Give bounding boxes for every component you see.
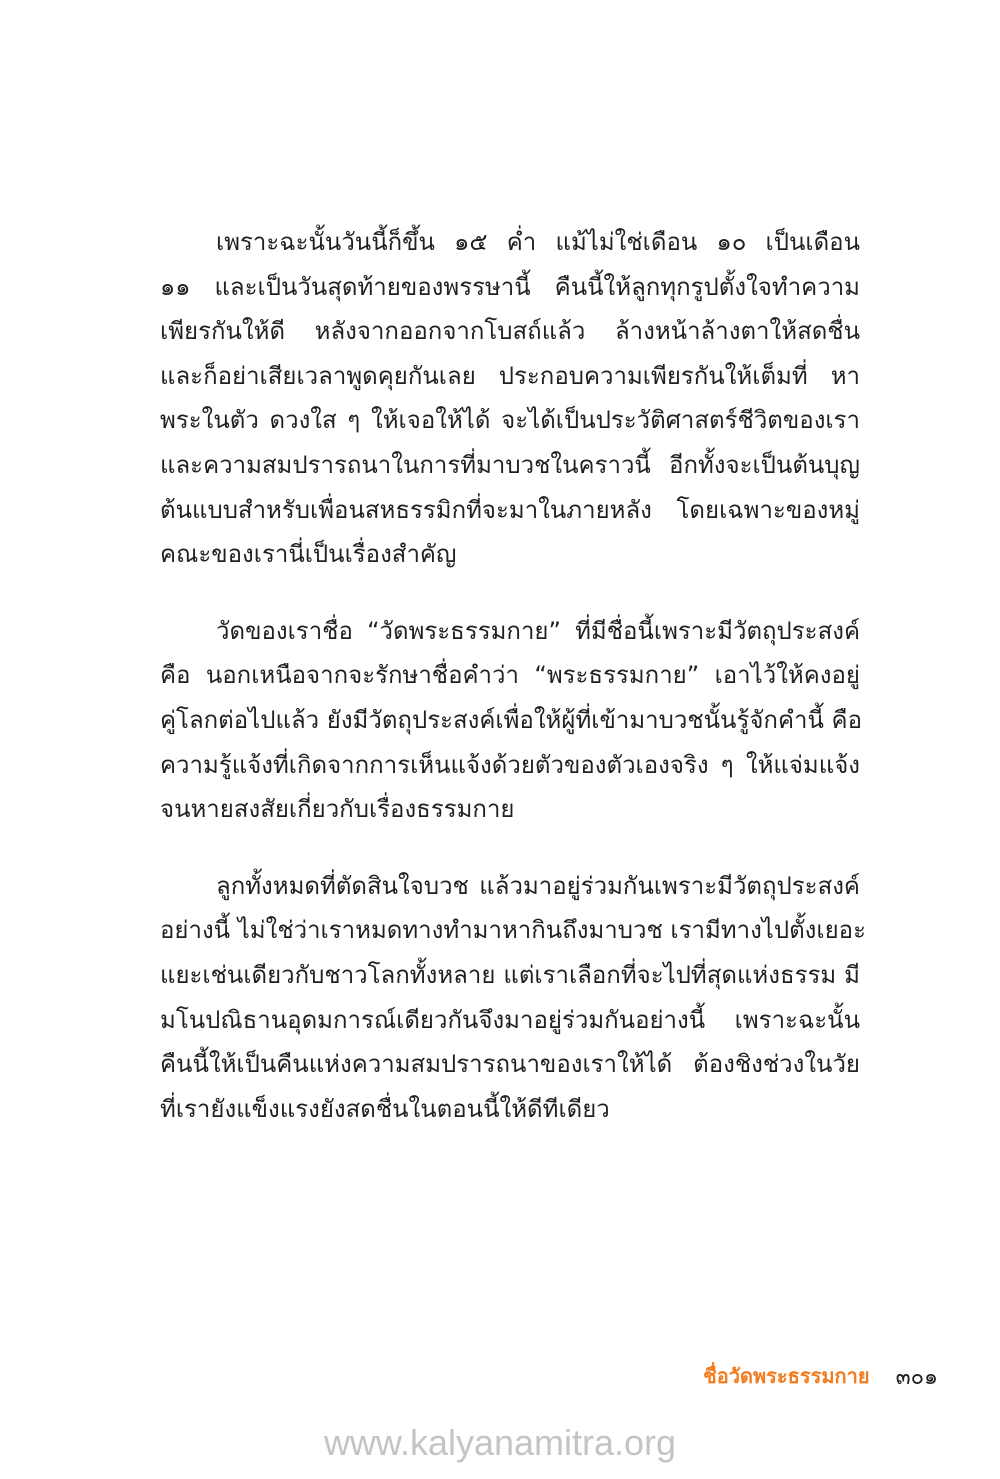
text-line: มโนปณิธานอุดมการณ์เดียวกันจึงมาอยู่ร่วมกันอย่างนี้ เพราะฉะนั้น — [160, 1005, 860, 1034]
text-line: คู่โลกต่อไปแล้ว ยังมีวัตถุประสงค์เพื่อให้ผู้ที่เข้ามาบวชนั้นรู้จักคำนี้ คือ — [160, 705, 862, 734]
text-line: ต้นแบบสำหรับเพื่อนสหธรรมิกที่จะมาในภายหลัง โดยเฉพาะของหมู่ — [160, 495, 860, 524]
text-line: วัดของเราชื่อ “วัดพระธรรมกาย” ที่มีชื่อนี้เพราะมีวัตถุประสงค์ — [216, 616, 860, 645]
running-title: ชื่อวัดพระธรรมกาย — [703, 1364, 870, 1388]
paragraph-3 — [160, 864, 866, 1132]
text-line: เพราะฉะนั้นวันนี้ก็ขึ้น ๑๕ ค่ำ แม้ไม่ใช่เดือน ๑๐ เป็นเดือน — [216, 228, 860, 256]
paragraph-1 — [160, 220, 860, 577]
text-line: ๑๑ และเป็นวันสุดท้ายของพรรษานี้ คืนนี้ให้ลูกทุกรูปตั้งใจทำความ — [160, 272, 860, 301]
text-line: คณะของเรานี่เป็นเรื่องสำคัญ — [160, 540, 457, 569]
text-line: และความสมปรารถนาในการที่มาบวชในคราวนี้ อีกทั้งจะเป็นต้นบุญ — [160, 450, 860, 479]
text-line: ลูกทั้งหมดที่ตัดสินใจบวช แล้วมาอยู่ร่วมกันเพราะมีวัตถุประสงค์ — [216, 871, 860, 900]
text-line: แยะเช่นเดียวกับชาวโลกทั้งหลาย แต่เราเลือกที่จะไปที่สุดแห่งธรรม มี — [160, 960, 860, 989]
text-line: จนหายสงสัยเกี่ยวกับเรื่องธรรมกาย — [160, 795, 515, 824]
text-line: คือ นอกเหนือจากจะรักษาชื่อคำว่า “พระธรรมกาย” เอาไว้ให้คงอยู่ — [160, 661, 860, 690]
text-line: ความรู้แจ้งที่เกิดจากการเห็นแจ้งด้วยตัวของตัวเองจริง ๆ ให้แจ่มแจ้ง — [160, 750, 860, 779]
body-text — [160, 220, 866, 1163]
text-line: อย่างนี้ ไม่ใช่ว่าเราหมดทางทำมาหากินถึงมาบวช เรามีทางไปตั้งเยอะ — [160, 916, 866, 945]
website-watermark: www.kalyanamitra.org — [323, 1422, 677, 1463]
text-line: พระในตัว ดวงใส ๆ ให้เจอให้ได้ จะได้เป็นประวัติศาสตร์ชีวิตของเรา — [160, 406, 860, 435]
text-line: ที่เรายังแข็งแรงยังสดชื่นในตอนนี้ให้ดีทีเดียว — [160, 1094, 610, 1123]
text-line: เพียรกันให้ดี หลังจากออกจากโบสถ์แล้ว ล้างหน้าล้างตาให้สดชื่น — [160, 317, 860, 346]
page-footer — [703, 1358, 938, 1394]
text-line: และก็อย่าเสียเวลาพูดคุยกันเลย ประกอบความเพียรกันให้เต็มที่ หา — [160, 361, 860, 390]
page-number: ๓๐๑ — [895, 1364, 938, 1390]
paragraph-2 — [160, 609, 860, 832]
text-line: คืนนี้ให้เป็นคืนแห่งความสมปรารถนาของเราให้ได้ ต้องชิงช่วงในวัย — [160, 1050, 860, 1079]
